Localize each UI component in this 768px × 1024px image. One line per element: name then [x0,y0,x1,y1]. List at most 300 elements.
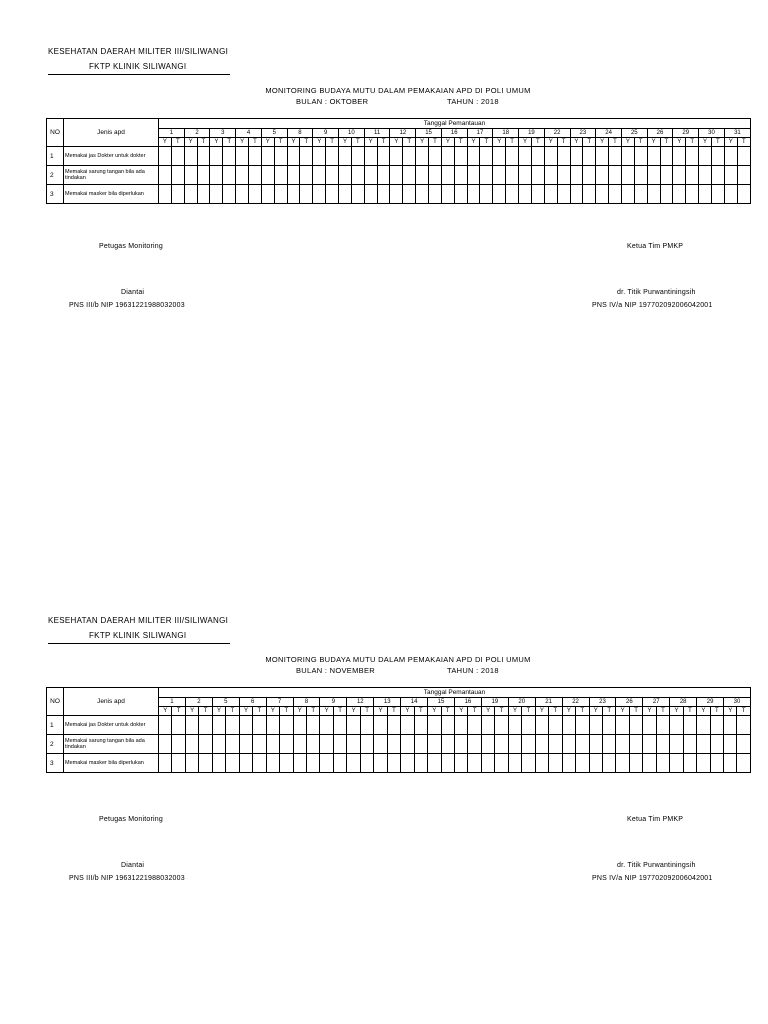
check-cell[interactable] [429,147,442,166]
check-cell[interactable] [596,147,609,166]
check-cell[interactable] [643,754,656,773]
no-header: T [306,707,319,716]
check-cell[interactable] [239,735,252,754]
check-cell[interactable] [710,754,723,773]
check-cell[interactable] [647,166,660,185]
check-cell[interactable] [737,735,751,754]
check-cell[interactable] [300,166,313,185]
check-cell[interactable] [629,735,642,754]
check-cell[interactable] [602,716,615,735]
check-cell[interactable] [199,754,212,773]
check-cell[interactable] [562,716,575,735]
check-cell[interactable] [212,735,225,754]
check-cell[interactable] [236,147,249,166]
no-header: T [199,707,212,716]
yes-header: Y [374,707,387,716]
check-cell[interactable] [711,147,724,166]
check-cell[interactable] [339,185,352,204]
check-cell[interactable] [647,147,660,166]
check-cell[interactable] [583,185,596,204]
check-cell[interactable] [390,147,403,166]
check-cell[interactable] [699,185,712,204]
yes-header: Y [616,707,629,716]
check-cell[interactable] [493,147,506,166]
check-cell[interactable] [360,716,373,735]
check-cell[interactable] [351,185,364,204]
check-cell[interactable] [481,716,494,735]
check-cell[interactable] [266,735,279,754]
check-cell[interactable] [493,166,506,185]
check-cell[interactable] [686,166,699,185]
no-header: T [351,138,364,147]
check-cell[interactable] [522,754,535,773]
no-header: T [172,707,185,716]
check-cell[interactable] [280,716,293,735]
check-cell[interactable] [454,716,467,735]
check-cell[interactable] [468,754,481,773]
check-cell[interactable] [212,716,225,735]
check-cell[interactable] [274,185,287,204]
check-cell[interactable] [699,147,712,166]
check-cell[interactable] [562,735,575,754]
item-number: 2 [47,735,64,754]
check-cell[interactable] [172,754,185,773]
check-cell[interactable] [508,716,521,735]
check-cell[interactable] [159,147,172,166]
check-cell[interactable] [428,735,441,754]
check-cell[interactable] [724,166,737,185]
check-cell[interactable] [737,754,751,773]
check-cell[interactable] [468,716,481,735]
check-cell[interactable] [347,716,360,735]
check-cell[interactable] [634,166,647,185]
check-cell[interactable] [172,735,185,754]
check-cell[interactable] [519,147,532,166]
check-cell[interactable] [416,147,429,166]
check-cell[interactable] [320,716,333,735]
check-cell[interactable] [616,754,629,773]
check-cell[interactable] [737,716,751,735]
check-cell[interactable] [441,735,454,754]
check-cell[interactable] [737,185,750,204]
check-cell[interactable] [506,147,519,166]
check-cell[interactable] [223,185,236,204]
check-cell[interactable] [710,735,723,754]
check-cell[interactable] [416,185,429,204]
check-cell[interactable] [333,735,346,754]
check-cell[interactable] [197,166,210,185]
check-cell[interactable] [531,166,544,185]
check-cell[interactable] [724,735,737,754]
check-cell[interactable] [249,166,262,185]
check-cell[interactable] [326,166,339,185]
check-cell[interactable] [616,735,629,754]
check-cell[interactable] [293,716,306,735]
check-cell[interactable] [616,716,629,735]
check-cell[interactable] [670,735,683,754]
check-cell[interactable] [621,147,634,166]
check-cell[interactable] [300,147,313,166]
check-cell[interactable] [347,735,360,754]
check-cell[interactable] [710,716,723,735]
check-cell[interactable] [171,166,184,185]
check-cell[interactable] [374,735,387,754]
check-cell[interactable] [589,735,602,754]
check-cell[interactable] [697,754,710,773]
no-header: T [249,138,262,147]
check-cell[interactable] [699,166,712,185]
check-cell[interactable] [589,716,602,735]
check-cell[interactable] [185,716,198,735]
check-cell[interactable] [364,185,377,204]
check-cell[interactable] [643,716,656,735]
check-cell[interactable] [535,735,548,754]
check-cell[interactable] [377,185,390,204]
check-cell[interactable] [171,147,184,166]
check-cell[interactable] [320,735,333,754]
check-cell[interactable] [557,166,570,185]
check-cell[interactable] [480,185,493,204]
check-cell[interactable] [557,147,570,166]
check-cell[interactable] [506,166,519,185]
check-cell[interactable] [403,166,416,185]
check-cell[interactable] [387,735,400,754]
check-cell[interactable] [441,754,454,773]
check-cell[interactable] [387,754,400,773]
check-cell[interactable] [557,185,570,204]
check-cell[interactable] [416,166,429,185]
check-cell[interactable] [401,716,414,735]
check-cell[interactable] [609,185,622,204]
check-cell[interactable] [226,716,239,735]
check-cell[interactable] [199,735,212,754]
check-cell[interactable] [306,716,319,735]
check-cell[interactable] [481,754,494,773]
check-cell[interactable] [609,166,622,185]
check-cell[interactable] [171,185,184,204]
yes-header: Y [266,707,279,716]
check-cell[interactable] [414,754,427,773]
col-header-jenis-apd: Jenis apd [64,688,159,716]
check-cell[interactable] [531,185,544,204]
check-cell[interactable] [724,185,737,204]
check-cell[interactable] [266,754,279,773]
check-cell[interactable] [621,166,634,185]
check-cell[interactable] [544,147,557,166]
check-cell[interactable] [274,147,287,166]
no-header: T [403,138,416,147]
check-cell[interactable] [493,185,506,204]
check-cell[interactable] [589,754,602,773]
check-cell[interactable] [454,735,467,754]
check-cell[interactable] [313,147,326,166]
check-cell[interactable] [508,735,521,754]
check-cell[interactable] [333,754,346,773]
check-cell[interactable] [274,166,287,185]
check-cell[interactable] [583,166,596,185]
check-cell[interactable] [468,735,481,754]
check-cell[interactable] [656,716,669,735]
check-cell[interactable] [287,166,300,185]
check-cell[interactable] [326,185,339,204]
check-cell[interactable] [647,185,660,204]
check-cell[interactable] [629,716,642,735]
check-cell[interactable] [390,185,403,204]
check-cell[interactable] [184,166,197,185]
check-cell[interactable] [374,754,387,773]
check-cell[interactable] [535,754,548,773]
check-cell[interactable] [374,716,387,735]
check-cell[interactable] [253,716,266,735]
check-cell[interactable] [441,716,454,735]
check-cell[interactable] [306,754,319,773]
check-cell[interactable] [441,147,454,166]
check-cell[interactable] [724,716,737,735]
check-cell[interactable] [226,754,239,773]
check-cell[interactable] [403,147,416,166]
check-cell[interactable] [454,166,467,185]
check-cell[interactable] [670,716,683,735]
day-header: 28 [670,698,697,707]
day-header: 15 [428,698,455,707]
yes-header: Y [535,707,548,716]
check-cell[interactable] [414,716,427,735]
check-cell[interactable] [364,147,377,166]
check-cell[interactable] [576,716,589,735]
check-cell[interactable] [429,185,442,204]
check-cell[interactable] [159,716,172,735]
check-cell[interactable] [287,185,300,204]
check-cell[interactable] [360,754,373,773]
check-cell[interactable] [300,185,313,204]
check-cell[interactable] [683,754,696,773]
check-cell[interactable] [508,754,521,773]
check-cell[interactable] [519,166,532,185]
check-cell[interactable] [339,166,352,185]
day-header: 18 [493,129,519,138]
col-header-tanggal: Tanggal Pemantauan [159,688,751,698]
check-cell[interactable] [660,147,673,166]
check-cell[interactable] [549,716,562,735]
check-cell[interactable] [481,735,494,754]
check-cell[interactable] [634,147,647,166]
check-cell[interactable] [239,716,252,735]
check-cell[interactable] [212,754,225,773]
check-cell[interactable] [656,735,669,754]
check-cell[interactable] [570,147,583,166]
left-signer-nip: PNS III/b NIP 19631221988032003 [69,875,185,882]
check-cell[interactable] [223,147,236,166]
check-cell[interactable] [711,185,724,204]
check-cell[interactable] [737,147,750,166]
check-cell[interactable] [320,754,333,773]
check-cell[interactable] [185,754,198,773]
check-cell[interactable] [172,716,185,735]
check-cell[interactable] [576,754,589,773]
check-cell[interactable] [429,166,442,185]
check-cell[interactable] [428,716,441,735]
check-cell[interactable] [535,716,548,735]
check-cell[interactable] [387,716,400,735]
check-cell[interactable] [236,166,249,185]
yes-header: Y [562,707,575,716]
check-cell[interactable] [683,716,696,735]
check-cell[interactable] [223,166,236,185]
check-cell[interactable] [197,147,210,166]
check-cell[interactable] [377,166,390,185]
check-cell[interactable] [544,166,557,185]
check-cell[interactable] [441,166,454,185]
check-cell[interactable] [401,735,414,754]
check-cell[interactable] [249,147,262,166]
check-cell[interactable] [280,754,293,773]
check-cell[interactable] [347,754,360,773]
check-cell[interactable] [467,185,480,204]
check-cell[interactable] [570,166,583,185]
check-cell[interactable] [495,716,508,735]
check-cell[interactable] [313,166,326,185]
check-cell[interactable] [660,185,673,204]
check-cell[interactable] [210,185,223,204]
check-cell[interactable] [522,735,535,754]
check-cell[interactable] [364,166,377,185]
check-cell[interactable] [339,147,352,166]
check-cell[interactable] [210,147,223,166]
check-cell[interactable] [660,166,673,185]
check-cell[interactable] [697,735,710,754]
check-cell[interactable] [454,754,467,773]
check-cell[interactable] [280,735,293,754]
no-header: T [454,138,467,147]
check-cell[interactable] [390,166,403,185]
check-cell[interactable] [261,166,274,185]
check-cell[interactable] [159,166,172,185]
check-cell[interactable] [467,166,480,185]
check-cell[interactable] [249,185,262,204]
check-cell[interactable] [737,166,750,185]
check-cell[interactable] [683,735,696,754]
no-header: T [656,707,669,716]
check-cell[interactable] [401,754,414,773]
check-cell[interactable] [596,166,609,185]
check-cell[interactable] [239,754,252,773]
check-cell[interactable] [306,735,319,754]
check-cell[interactable] [629,754,642,773]
check-cell[interactable] [562,754,575,773]
check-cell[interactable] [236,185,249,204]
check-cell[interactable] [673,185,686,204]
yes-header: Y [239,707,252,716]
check-cell[interactable] [519,185,532,204]
check-cell[interactable] [724,147,737,166]
check-cell[interactable] [360,735,373,754]
check-cell[interactable] [253,735,266,754]
check-cell[interactable] [583,147,596,166]
right-signer-nip: PNS IV/a NIP 197702092006042001 [592,302,713,309]
check-cell[interactable] [199,716,212,735]
check-cell[interactable] [226,735,239,754]
check-cell[interactable] [522,716,535,735]
check-cell[interactable] [596,185,609,204]
check-cell[interactable] [670,754,683,773]
check-cell[interactable] [724,754,737,773]
check-cell[interactable] [480,147,493,166]
check-cell[interactable] [643,735,656,754]
header-divider [48,643,230,644]
check-cell[interactable] [686,147,699,166]
check-cell[interactable] [210,166,223,185]
check-cell[interactable] [351,166,364,185]
check-cell[interactable] [253,754,266,773]
day-header: 27 [643,698,670,707]
check-cell[interactable] [185,735,198,754]
check-cell[interactable] [428,754,441,773]
check-cell[interactable] [602,735,615,754]
check-cell[interactable] [293,754,306,773]
check-cell[interactable] [326,147,339,166]
check-cell[interactable] [293,735,306,754]
check-cell[interactable] [549,735,562,754]
check-cell[interactable] [454,147,467,166]
check-cell[interactable] [184,185,197,204]
check-cell[interactable] [377,147,390,166]
left-signer-role: Petugas Monitoring [99,816,163,823]
check-cell[interactable] [697,716,710,735]
check-cell[interactable] [673,166,686,185]
check-cell[interactable] [313,185,326,204]
check-cell[interactable] [609,147,622,166]
check-cell[interactable] [454,185,467,204]
day-header: 22 [544,129,570,138]
check-cell[interactable] [159,754,172,773]
check-cell[interactable] [602,754,615,773]
check-cell[interactable] [467,147,480,166]
check-cell[interactable] [261,147,274,166]
check-cell[interactable] [506,185,519,204]
check-cell[interactable] [576,735,589,754]
check-cell[interactable] [531,147,544,166]
check-cell[interactable] [495,735,508,754]
check-cell[interactable] [634,185,647,204]
check-cell[interactable] [441,185,454,204]
check-cell[interactable] [495,754,508,773]
check-cell[interactable] [184,147,197,166]
check-cell[interactable] [333,716,346,735]
check-cell[interactable] [711,166,724,185]
check-cell[interactable] [480,166,493,185]
table-row [47,185,751,204]
check-cell[interactable] [287,147,300,166]
no-header: T [300,138,313,147]
year-label: TAHUN : 2018 [447,666,499,675]
check-cell[interactable] [159,185,172,204]
check-cell[interactable] [266,716,279,735]
yes-header: Y [313,138,326,147]
check-cell[interactable] [159,735,172,754]
check-cell[interactable] [621,185,634,204]
check-cell[interactable] [197,185,210,204]
check-cell[interactable] [686,185,699,204]
check-cell[interactable] [261,185,274,204]
check-cell[interactable] [673,147,686,166]
check-cell[interactable] [403,185,416,204]
check-cell[interactable] [544,185,557,204]
check-cell[interactable] [351,147,364,166]
check-cell[interactable] [656,754,669,773]
check-cell[interactable] [570,185,583,204]
check-cell[interactable] [549,754,562,773]
check-cell[interactable] [414,735,427,754]
